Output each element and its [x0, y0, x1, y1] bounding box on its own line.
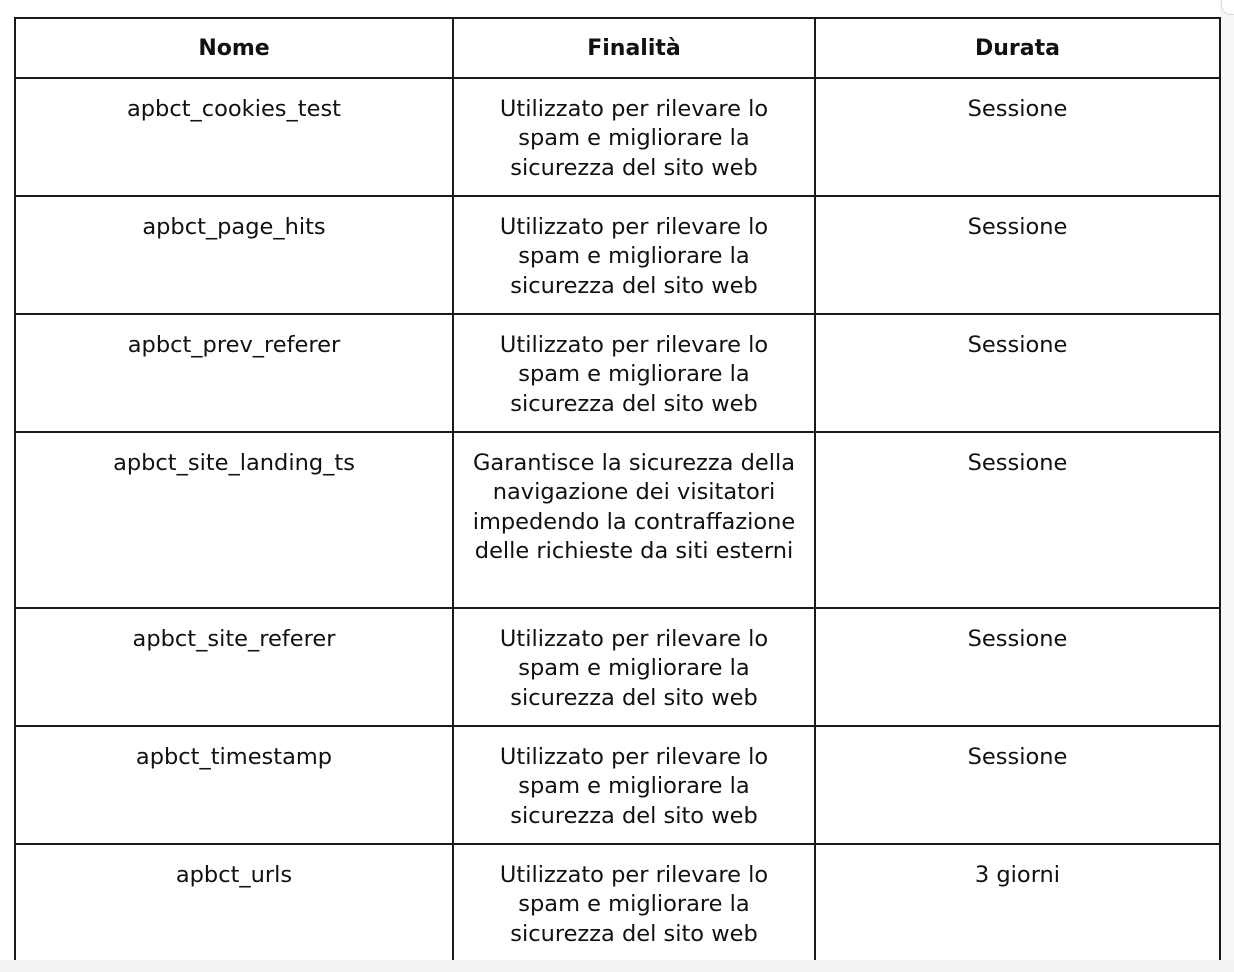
table-row — [15, 196, 1220, 314]
cookie-duration-cell: 3 giorni — [815, 844, 1220, 962]
header-purpose: Finalità — [453, 18, 815, 78]
cookie-table — [14, 17, 1221, 963]
header-duration: Durata — [815, 18, 1220, 78]
cookie-name-cell: apbct_prev_referer — [15, 314, 453, 432]
table-header — [15, 18, 1220, 78]
cookie-duration-cell: Sessione — [815, 314, 1220, 432]
table-body — [15, 78, 1220, 962]
cookie-duration-cell: Sessione — [815, 608, 1220, 726]
table-row — [15, 432, 1220, 608]
cookie-purpose-cell: Utilizzato per rilevare lo spam e migliorare la sicurezza del sito web — [453, 608, 815, 726]
cookie-purpose-cell: Utilizzato per rilevare lo spam e migliorare la sicurezza del sito web — [453, 196, 815, 314]
cookie-duration-cell: Sessione — [815, 196, 1220, 314]
header-name: Nome — [15, 18, 453, 78]
cookie-duration-cell: Sessione — [815, 78, 1220, 196]
cookie-name-cell: apbct_urls — [15, 844, 453, 962]
page-right-margin — [1220, 0, 1234, 972]
header-row — [15, 18, 1220, 78]
table-row — [15, 726, 1220, 844]
cookie-purpose-cell: Utilizzato per rilevare lo spam e migliorare la sicurezza del sito web — [453, 844, 815, 962]
cookie-name-cell: apbct_cookies_test — [15, 78, 453, 196]
cookie-name-cell: apbct_page_hits — [15, 196, 453, 314]
cookie-purpose-cell: Utilizzato per rilevare lo spam e migliorare la sicurezza del sito web — [453, 78, 815, 196]
table-row — [15, 608, 1220, 726]
cookie-name-cell: apbct_site_referer — [15, 608, 453, 726]
cookie-duration-cell: Sessione — [815, 726, 1220, 844]
cookie-name-cell: apbct_timestamp — [15, 726, 453, 844]
page-bottom-margin — [0, 960, 1234, 972]
cookie-name-cell: apbct_site_landing_ts — [15, 432, 453, 608]
table-row — [15, 78, 1220, 196]
table-row — [15, 844, 1220, 962]
table-row — [15, 314, 1220, 432]
cookie-purpose-cell: Utilizzato per rilevare lo spam e migliorare la sicurezza del sito web — [453, 726, 815, 844]
cookie-purpose-cell: Utilizzato per rilevare lo spam e migliorare la sicurezza del sito web — [453, 314, 815, 432]
cookie-purpose-cell: Garantisce la sicurezza della navigazione dei visitatori impedendo la contraffazione delle richieste da siti esterni — [453, 432, 815, 608]
cookie-duration-cell: Sessione — [815, 432, 1220, 608]
